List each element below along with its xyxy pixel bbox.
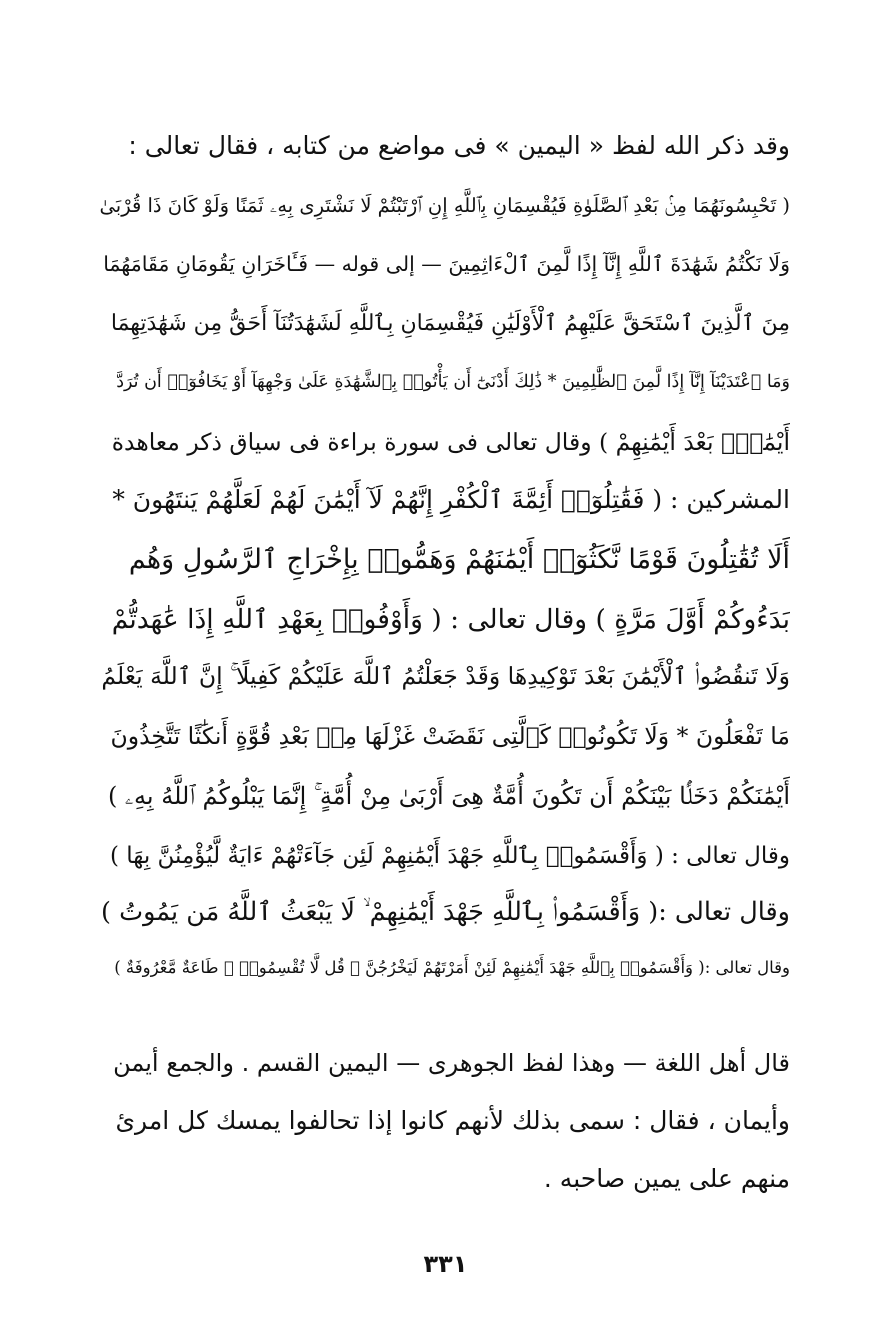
quran-line: مَا تَفْعَلُونَ * وَلَا تَكُونُوا۟ كَٱلَّتِى نَقَضَتْ غَزْلَهَا مِنۢ بَعْدِ قُوَّةٍ أَنكَٰثًا تَتَّخِذُونَ <box>110 722 790 750</box>
quran-line: وَمَا ٱعْتَدَيْنَآ إِنَّآ إِذًا لَّمِنَ ٱلظَّٰلِمِينَ * ذَٰلِكَ أَدْنَىٰٓ أَن يَأْتُوا۟ بِٱلشَّهَٰدَةِ عَلَىٰ وَجْهِهَآ أَوْ يَخَافُوٓا۟ أَن تُرَدَّ <box>116 372 790 392</box>
text-line: وأيمان ، فقال : سمى بذلك لأنهم كانوا إذا تحالفوا يمسك كل امرئ <box>115 1106 790 1135</box>
quran-line: المشركين : ( فَقَٰتِلُوٓا۟ أَئِمَّةَ ٱلْكُفْرِ إِنَّهُمْ لَآ أَيْمَٰنَ لَهُمْ لَعَلَّهُمْ يَنتَهُونَ * <box>112 485 790 514</box>
quran-line: وقال تعالى :( وَأَقْسَمُوا۟ بِٱللَّهِ جَهْدَ أَيْمَٰنِهِمْ لَئِنْ أَمَرْتَهُمْ لَيَخْرُجُنَّ ۖ قُل لَّا تُقْسِمُوا۟ ۖ طَاعَةٌ مَّعْرُوفَةٌ ) <box>114 958 790 977</box>
quran-line: بَدَءُوكُمْ أَوَّلَ مَرَّةٍ ) وقال تعالى : ( وَأَوْفُوا۟ بِعَهْدِ ٱللَّهِ إِذَا عَٰهَدتُّمْ <box>111 604 790 635</box>
quran-line: وقال تعالى : ( وَأَقْسَمُوا۟ بِٱللَّهِ جَهْدَ أَيْمَٰنِهِمْ لَئِن جَآءَتْهُمْ ءَايَةٌ لَّيُؤْمِنُنَّ بِهَا ) <box>109 843 790 869</box>
quran-line: ( تَحْبِسُونَهُمَا مِنۢ بَعْدِ ٱلصَّلَوٰةِ فَيُقْسِمَانِ بِٱللَّهِ إِنِ ٱرْتَبْتُمْ لَا نَشْتَرِى بِهِۦ ثَمَنًا وَلَوْ كَانَ ذَا قُرْبَىٰ <box>100 194 790 217</box>
quran-line: أَيْمَٰنٌۢ بَعْدَ أَيْمَٰنِهِمْ ) وقال تعالى فى سورة براءة فى سياق ذكر معاهدة <box>111 428 790 456</box>
quran-line: مِنَ ٱلَّذِينَ ٱسْتَحَقَّ عَلَيْهِمُ ٱلْأَوْلَيَٰنِ فَيُقْسِمَانِ بِٱللَّهِ لَشَهَٰدَتُنَآ أَحَقُّ مِن شَهَٰدَتِهِمَا <box>110 311 790 336</box>
text-line: وقد ذكر الله لفظ « اليمين » فى مواضع من كتابه ، فقال تعالى : <box>128 131 790 160</box>
text-line: منهم على يمين صاحبه . <box>543 1164 790 1193</box>
commentary-text-block <box>100 1035 790 1215</box>
quran-line: وقال تعالى :( وَأَقْسَمُوا۟ بِٱللَّهِ جَهْدَ أَيْمَٰنِهِمْ ۙ لَا يَبْعَثُ ٱللَّهُ مَن يَمُوتُ ) <box>101 897 790 927</box>
quran-line: وَلَا نَكْتُمُ شَهَٰدَةَ ٱللَّهِ إِنَّآ إِذًا لَّمِنَ ٱلْءَاثِمِينَ — إلى قوله — فَـَٔاخَرَانِ يَقُومَانِ مَقَامَهُمَا <box>103 252 790 276</box>
quran-line: أَلَا تُقَٰتِلُونَ قَوْمًا نَّكَثُوٓا۟ أَيْمَٰنَهُمْ وَهَمُّوا۟ بِإِخْرَاجِ ٱلرَّسُولِ وَهُم <box>128 544 790 575</box>
text-line: قال أهل اللغة — وهذا لفظ الجوهرى — اليمين القسم . والجمع أيمن <box>113 1049 790 1077</box>
page-number: ٣٣١ <box>423 1250 468 1278</box>
main-text-block <box>100 118 790 1018</box>
quran-line: وَلَا تَنقُضُوا۟ ٱلْأَيْمَٰنَ بَعْدَ تَوْكِيدِهَا وَقَدْ جَعَلْتُمُ ٱللَّهَ عَلَيْكُمْ كَفِيلًا ۚ إِنَّ ٱللَّهَ يَعْلَمُ <box>101 662 790 690</box>
quran-line: أَيْمَٰنَكُمْ دَخَلًۢا بَيْنَكُمْ أَن تَكُونَ أُمَّةٌ هِىَ أَرْبَىٰ مِنْ أُمَّةٍ ۚ إِنَّمَا يَبْلُوكُمُ ٱللَّهُ بِهِۦ ) <box>107 782 790 810</box>
